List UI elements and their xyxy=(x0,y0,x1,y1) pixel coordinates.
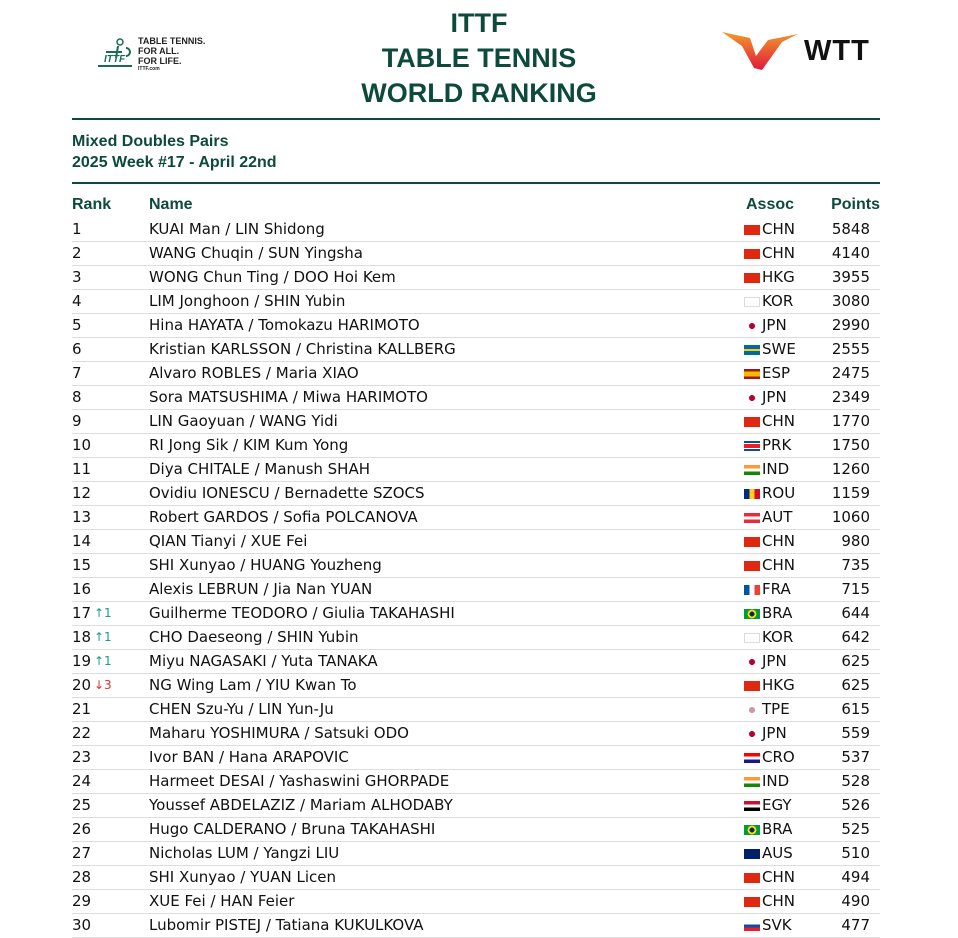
flag-icon xyxy=(744,849,760,859)
points: 490 xyxy=(841,892,870,910)
flag-icon xyxy=(744,801,760,811)
flag-icon xyxy=(744,393,760,403)
page-title xyxy=(279,6,679,111)
table-row xyxy=(72,746,880,770)
rank: 13 xyxy=(72,508,92,526)
rank: 4 xyxy=(72,292,82,310)
flag-icon xyxy=(744,513,760,523)
rank: 30 xyxy=(72,916,92,934)
association: IND xyxy=(762,772,790,790)
points: 3955 xyxy=(831,268,870,286)
rank-change-up: ↑1 xyxy=(94,654,112,668)
table-row xyxy=(72,626,880,650)
pair-name: QIAN Tianyi / XUE Fei xyxy=(149,532,308,550)
points: 642 xyxy=(841,628,870,646)
rank: 10 xyxy=(72,436,92,454)
rank: 15 xyxy=(72,556,92,574)
rank: 29 xyxy=(72,892,92,910)
rank: 21 xyxy=(72,700,92,718)
ranking-category: Mixed Doubles Pairs xyxy=(72,133,229,150)
table-row xyxy=(72,386,880,410)
association: HKG xyxy=(762,676,795,694)
association: ROU xyxy=(762,484,796,502)
table-row xyxy=(72,530,880,554)
pair-name: WANG Chuqin / SUN Yingsha xyxy=(149,244,363,262)
rank: 3 xyxy=(72,268,82,286)
table-row xyxy=(72,842,880,866)
pair-name: CHO Daeseong / SHIN Yubin xyxy=(149,628,359,646)
table-row xyxy=(72,794,880,818)
points: 1060 xyxy=(831,508,870,526)
flag-icon xyxy=(744,753,760,763)
flag-icon xyxy=(744,249,760,259)
column-header-assoc: Assoc xyxy=(746,196,795,213)
association: CHN xyxy=(762,220,795,238)
association: BRA xyxy=(762,820,793,838)
pair-name: Miyu NAGASAKI / Yuta TANAKA xyxy=(149,652,378,670)
flag-icon xyxy=(744,321,760,331)
association: HKG xyxy=(762,268,795,286)
title-line: TABLE TENNIS xyxy=(381,43,577,73)
wtt-logo xyxy=(722,32,870,70)
table-row xyxy=(72,866,880,890)
column-header-rank: Rank xyxy=(72,196,112,213)
rank: 22 xyxy=(72,724,92,742)
rank: 14 xyxy=(72,532,92,550)
association: PRK xyxy=(762,436,792,454)
association: CRO xyxy=(762,748,795,766)
rank-change-up: ↑1 xyxy=(94,630,112,644)
association: JPN xyxy=(762,724,787,742)
title-line: ITTF xyxy=(450,8,508,38)
association: TPE xyxy=(762,700,790,718)
points: 559 xyxy=(841,724,870,742)
rank: 9 xyxy=(72,412,82,430)
flag-icon xyxy=(744,465,760,475)
flag-icon xyxy=(744,729,760,739)
pair-name: Maharu YOSHIMURA / Satsuki ODO xyxy=(149,724,409,742)
points: 525 xyxy=(841,820,870,838)
table-row xyxy=(72,266,880,290)
title-line: WORLD RANKING xyxy=(361,78,597,108)
flag-icon xyxy=(744,441,760,451)
table-row xyxy=(72,770,880,794)
points: 528 xyxy=(841,772,870,790)
pair-name: Ivor BAN / Hana ARAPOVIC xyxy=(149,748,349,766)
table-row xyxy=(72,314,880,338)
subtitle xyxy=(72,131,277,173)
flag-icon xyxy=(744,561,760,571)
pair-name: Hina HAYATA / Tomokazu HARIMOTO xyxy=(149,316,420,334)
association: CHN xyxy=(762,868,795,886)
rank: 23 xyxy=(72,748,92,766)
rank: 11 xyxy=(72,460,92,478)
points: 526 xyxy=(841,796,870,814)
page-header xyxy=(0,0,958,118)
pair-name: Harmeet DESAI / Yashaswini GHORPADE xyxy=(149,772,450,790)
points: 1260 xyxy=(831,460,870,478)
points: 615 xyxy=(841,700,870,718)
rank: 8 xyxy=(72,388,82,406)
flag-icon xyxy=(744,705,760,715)
points: 494 xyxy=(841,868,870,886)
flag-icon xyxy=(744,921,760,931)
ittf-logo-line: TABLE TENNIS. xyxy=(138,36,206,46)
ittf-logo-line: FOR LIFE. xyxy=(138,56,182,66)
association: CHN xyxy=(762,556,795,574)
points: 2475 xyxy=(831,364,870,382)
column-header-points: Points xyxy=(831,196,880,213)
association: JPN xyxy=(762,652,787,670)
rank: 16 xyxy=(72,580,92,598)
pair-name: NG Wing Lam / YIU Kwan To xyxy=(149,676,357,694)
points: 5848 xyxy=(831,220,870,238)
pair-name: WONG Chun Ting / DOO Hoi Kem xyxy=(149,268,396,286)
points: 735 xyxy=(841,556,870,574)
flag-icon xyxy=(744,681,760,691)
pair-name: Youssef ABDELAZIZ / Mariam ALHODABY xyxy=(149,796,453,814)
table-row xyxy=(72,410,880,434)
rank: 25 xyxy=(72,796,92,814)
points: 980 xyxy=(841,532,870,550)
pair-name: CHEN Szu-Yu / LIN Yun-Ju xyxy=(149,700,334,718)
table-row xyxy=(72,890,880,914)
rank: 7 xyxy=(72,364,82,382)
rank: 2 xyxy=(72,244,82,262)
pair-name: SHI Xunyao / YUAN Licen xyxy=(149,868,337,886)
rank: 27 xyxy=(72,844,92,862)
flag-icon xyxy=(744,369,760,379)
table-row xyxy=(72,362,880,386)
rank: 1 xyxy=(72,220,82,238)
pair-name: Kristian KARLSSON / Christina KALLBERG xyxy=(149,340,456,358)
flag-icon xyxy=(744,633,760,643)
pair-name: LIN Gaoyuan / WANG Yidi xyxy=(149,412,338,430)
table-row xyxy=(72,698,880,722)
flag-icon xyxy=(744,345,760,355)
association: KOR xyxy=(762,628,794,646)
rank: 19 xyxy=(72,652,92,670)
table-row xyxy=(72,218,880,242)
wtt-mark-icon xyxy=(722,32,798,70)
association: AUT xyxy=(762,508,793,526)
pair-name: Guilherme TEODORO / Giulia TAKAHASHI xyxy=(149,604,455,622)
points: 3080 xyxy=(831,292,870,310)
association: JPN xyxy=(762,316,787,334)
rank: 5 xyxy=(72,316,82,334)
pair-name: Hugo CALDERANO / Bruna TAKAHASHI xyxy=(149,820,436,838)
pair-name: Sora MATSUSHIMA / Miwa HARIMOTO xyxy=(149,388,428,406)
pair-name: XUE Fei / HAN Feier xyxy=(149,892,295,910)
pair-name: RI Jong Sik / KIM Kum Yong xyxy=(149,436,349,454)
points: 1770 xyxy=(831,412,870,430)
points: 477 xyxy=(841,916,870,934)
association: BRA xyxy=(762,604,793,622)
ittf-logo xyxy=(96,36,205,72)
pair-name: Nicholas LUM / Yangzi LIU xyxy=(149,844,340,862)
table-row xyxy=(72,818,880,842)
association: IND xyxy=(762,460,790,478)
association: KOR xyxy=(762,292,794,310)
table-row xyxy=(72,458,880,482)
table-row xyxy=(72,554,880,578)
ranking-table xyxy=(72,218,880,938)
points: 2990 xyxy=(831,316,870,334)
table-row xyxy=(72,578,880,602)
rank: 12 xyxy=(72,484,92,502)
pair-name: SHI Xunyao / HUANG Youzheng xyxy=(149,556,382,574)
flag-icon xyxy=(744,417,760,427)
rank-change-up: ↑1 xyxy=(94,606,112,620)
association: SWE xyxy=(762,340,796,358)
svg-text:ITTF: ITTF xyxy=(104,54,126,65)
flag-icon xyxy=(744,273,760,283)
flag-icon xyxy=(744,225,760,235)
flag-icon xyxy=(744,537,760,547)
points: 510 xyxy=(841,844,870,862)
flag-icon xyxy=(744,585,760,595)
pair-name: Lubomir PISTEJ / Tatiana KUKULKOVA xyxy=(149,916,424,934)
table-row xyxy=(72,506,880,530)
pair-name: Robert GARDOS / Sofia POLCANOVA xyxy=(149,508,418,526)
rank: 6 xyxy=(72,340,82,358)
column-header-name: Name xyxy=(149,196,193,213)
table-row xyxy=(72,338,880,362)
table-row xyxy=(72,482,880,506)
points: 625 xyxy=(841,676,870,694)
points: 2349 xyxy=(831,388,870,406)
table-row xyxy=(72,722,880,746)
flag-icon xyxy=(744,489,760,499)
pair-name: Diya CHITALE / Manush SHAH xyxy=(149,460,370,478)
points: 1750 xyxy=(831,436,870,454)
wtt-logo-text: WTT xyxy=(804,34,870,67)
points: 1159 xyxy=(831,484,870,502)
ranking-week: 2025 Week #17 - April 22nd xyxy=(72,154,277,171)
pair-name: Alexis LEBRUN / Jia Nan YUAN xyxy=(149,580,373,598)
pair-name: LIM Jonghoon / SHIN Yubin xyxy=(149,292,346,310)
association: FRA xyxy=(762,580,791,598)
points: 4140 xyxy=(831,244,870,262)
association: CHN xyxy=(762,532,795,550)
divider xyxy=(72,182,880,184)
pair-name: Ovidiu IONESCU / Bernadette SZOCS xyxy=(149,484,425,502)
rank: 20 xyxy=(72,676,92,694)
association: CHN xyxy=(762,412,795,430)
pair-name: KUAI Man / LIN Shidong xyxy=(149,220,325,238)
association: CHN xyxy=(762,244,795,262)
pair-name: Alvaro ROBLES / Maria XIAO xyxy=(149,364,359,382)
association: CHN xyxy=(762,892,795,910)
points: 625 xyxy=(841,652,870,670)
divider xyxy=(72,118,880,120)
points: 537 xyxy=(841,748,870,766)
points: 2555 xyxy=(831,340,870,358)
points: 644 xyxy=(841,604,870,622)
flag-icon xyxy=(744,825,760,835)
rank: 26 xyxy=(72,820,92,838)
points: 715 xyxy=(841,580,870,598)
association: ESP xyxy=(762,364,791,382)
table-row xyxy=(72,242,880,266)
flag-icon xyxy=(744,297,760,307)
flag-icon xyxy=(744,657,760,667)
table-row xyxy=(72,914,880,938)
ittf-logo-url: ITTF.com xyxy=(138,66,160,72)
rank: 18 xyxy=(72,628,92,646)
ittf-logo-line: FOR ALL. xyxy=(138,46,180,56)
rank: 28 xyxy=(72,868,92,886)
association: SVK xyxy=(762,916,792,934)
association: JPN xyxy=(762,388,787,406)
table-row xyxy=(72,650,880,674)
flag-icon xyxy=(744,777,760,787)
rank: 24 xyxy=(72,772,92,790)
association: AUS xyxy=(762,844,793,862)
table-row xyxy=(72,674,880,698)
table-row xyxy=(72,602,880,626)
flag-icon xyxy=(744,609,760,619)
association: EGY xyxy=(762,796,792,814)
table-row xyxy=(72,434,880,458)
flag-icon xyxy=(744,873,760,883)
rank: 17 xyxy=(72,604,92,622)
flag-icon xyxy=(744,897,760,907)
ittf-paddle-icon xyxy=(96,38,134,70)
table-row xyxy=(72,290,880,314)
rank-change-down: ↓3 xyxy=(94,678,112,692)
